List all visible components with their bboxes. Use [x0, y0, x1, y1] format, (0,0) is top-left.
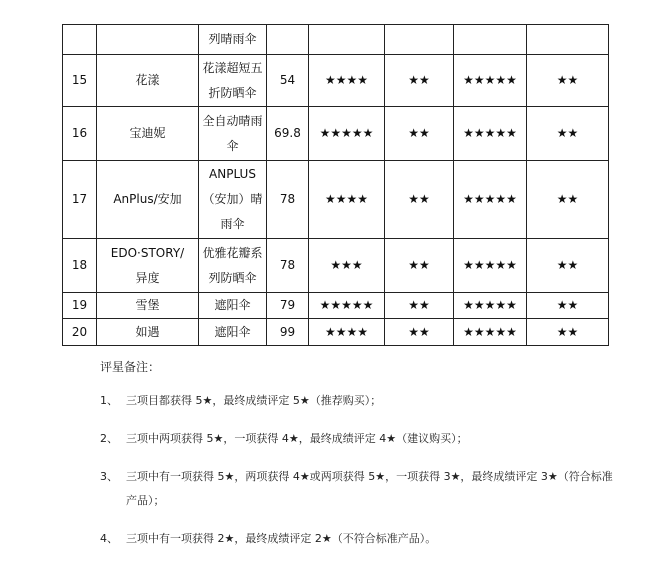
note-number: 1、: [100, 394, 118, 407]
table-row-partial: [63, 25, 609, 55]
brand-line: EDO·STORY/: [110, 245, 185, 260]
product-line: 全自动晴雨: [202, 113, 263, 128]
product-line: 遮阳伞: [214, 298, 251, 312]
cell-product: 列晴雨伞: [199, 25, 267, 55]
product-line: ANPLUS: [209, 167, 256, 181]
cell-product: [199, 319, 267, 346]
table-row: [63, 319, 609, 346]
cell-rating-4: ★★: [527, 293, 609, 319]
cell-price: 54: [267, 55, 309, 107]
cell-no: 17: [63, 161, 97, 239]
note-number: 3、: [100, 470, 118, 483]
cell-rating-2: ★★: [385, 161, 454, 239]
cell-no: 19: [63, 293, 97, 319]
cell-rating-2: ★★: [385, 239, 454, 293]
cell-rating-2: ★★: [385, 319, 454, 346]
cell-brand: [97, 25, 199, 55]
product-line: 遮阳伞: [214, 324, 251, 339]
note-number: 2、: [100, 432, 118, 445]
cell-price: [267, 25, 309, 55]
cell-price: 99: [267, 319, 309, 346]
cell-brand: 花漾: [97, 55, 199, 107]
cell-rating-3: ★★★★★: [454, 161, 527, 239]
cell-rating-3: ★★★★★: [454, 55, 527, 107]
product-line: 花漾超短五: [202, 60, 263, 75]
note-item: [100, 389, 620, 413]
cell-rating-1: ★★★★: [309, 55, 385, 107]
note-text: 三项中有一项获得 5★，两项获得 4★或两项获得 5★，一项获得 3★，最终成绩评定 3★（符合标准产品）；: [126, 470, 613, 507]
cell-no: 20: [63, 319, 97, 346]
cell-price: 69.8: [267, 107, 309, 161]
cell-product: [199, 107, 267, 161]
cell-rating-4: ★★: [527, 239, 609, 293]
product-line: 伞: [226, 138, 239, 153]
product-line: 列防晒伞: [208, 270, 257, 285]
cell-rating-4: ★★: [527, 107, 609, 161]
cell-rating-3: ★★★★★: [454, 319, 527, 346]
product-line: 优雅花瓣系: [202, 245, 263, 260]
cell-product: [199, 239, 267, 293]
cell-rating-4: ★★: [527, 161, 609, 239]
cell-rating-3: ★★★★★: [454, 239, 527, 293]
cell-rating-1: ★★★: [309, 239, 385, 293]
cell-rating-4: ★★: [527, 319, 609, 346]
cell-product: [199, 161, 267, 239]
cell-rating-2: ★★: [385, 293, 454, 319]
cell-rating-3: ★★★★★: [454, 107, 527, 161]
cell-price: 78: [267, 239, 309, 293]
cell-no: 18: [63, 239, 97, 293]
note-number: 4、: [100, 532, 118, 545]
cell-rating-2: ★★: [385, 55, 454, 107]
note-item: [100, 527, 620, 551]
brand-line: 异度: [135, 270, 160, 285]
cell-rating-1: ★★★★: [309, 161, 385, 239]
cell-product: [199, 293, 267, 319]
product-line: 折防晒伞: [208, 85, 257, 100]
cell-rating-1: ★★★★★: [309, 107, 385, 161]
cell-brand: [97, 239, 199, 293]
cell-rating-1: ★★★★★: [309, 293, 385, 319]
cell-rating-2: [385, 25, 454, 55]
note-text: 三项中两项获得 5★，一项获得 4★，最终成绩评定 4★（建议购买）；: [126, 432, 468, 445]
table-row: [63, 239, 609, 293]
cell-brand: 雪堡: [97, 293, 199, 319]
cell-brand: 如遇: [97, 319, 199, 346]
cell-rating-1: [309, 25, 385, 55]
cell-no: 16: [63, 107, 97, 161]
product-line: （安加）晴: [202, 192, 263, 206]
cell-price: 78: [267, 161, 309, 239]
note-text: 三项中有一项获得 2★，最终成绩评定 2★（不符合标准产品）。: [126, 532, 437, 545]
table-row: [63, 161, 609, 239]
cell-brand: 宝迪妮: [97, 107, 199, 161]
cell-rating-2: ★★: [385, 107, 454, 161]
rating-notes: [100, 358, 620, 565]
cell-brand: AnPlus/安加: [97, 161, 199, 239]
note-text: 三项目都获得 5★，最终成绩评定 5★（推荐购买）；: [126, 394, 382, 407]
table-row: [63, 293, 609, 319]
table-row: [63, 107, 609, 161]
table-row: [63, 55, 609, 107]
note-item: [100, 465, 620, 513]
product-line: 雨伞: [220, 217, 245, 231]
notes-title: 评星备注：: [100, 360, 161, 374]
cell-rating-4: [527, 25, 609, 55]
cell-product: [199, 55, 267, 107]
cell-rating-3: [454, 25, 527, 55]
cell-rating-1: ★★★★: [309, 319, 385, 346]
cell-no: 15: [63, 55, 97, 107]
cell-rating-3: ★★★★★: [454, 293, 527, 319]
cell-price: 79: [267, 293, 309, 319]
cell-rating-4: ★★: [527, 55, 609, 107]
cell-no: [63, 25, 97, 55]
note-item: [100, 427, 620, 451]
rating-table: [62, 24, 609, 346]
